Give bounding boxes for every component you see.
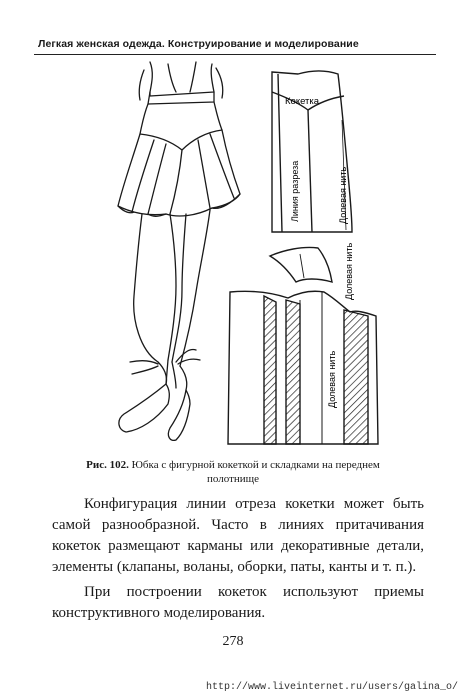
pattern-piece-yoke	[270, 247, 332, 282]
label-yoke: Кокетка	[285, 96, 320, 107]
body-text	[52, 494, 424, 624]
caption-text: Юбка с фигурной кокеткой и складками на переднем полотнище	[131, 459, 380, 485]
label-grain-3: Долевая нить	[327, 350, 337, 408]
running-header: Легкая женская одежда. Конструирование и моделирование	[38, 38, 359, 50]
figure-caption	[60, 458, 406, 486]
watermark-url: http://www.liveinternet.ru/users/galina_o/	[205, 682, 458, 693]
fashion-figure-drawing	[118, 62, 240, 440]
label-grain-1: Долевая нить	[338, 166, 348, 224]
label-grain-2: Долевая нить	[344, 242, 354, 300]
caption-number: Рис. 102.	[86, 459, 129, 471]
pattern-piece-pleated-panel	[228, 291, 378, 444]
label-cut-line: Линия разреза	[290, 160, 300, 222]
paragraph-1: Конфигурация линии отреза кокетки может быть самой разнообразной. Часто в линиях притачивания кокеток размещают карманы или декоративные детали, элементы (клапаны, воланы, оборки, паты, канты и т. п.).	[52, 496, 424, 575]
paragraph-2: При построении кокеток используют приемы конструктивного моделирования.	[52, 584, 424, 621]
page-number: 278	[222, 634, 244, 649]
